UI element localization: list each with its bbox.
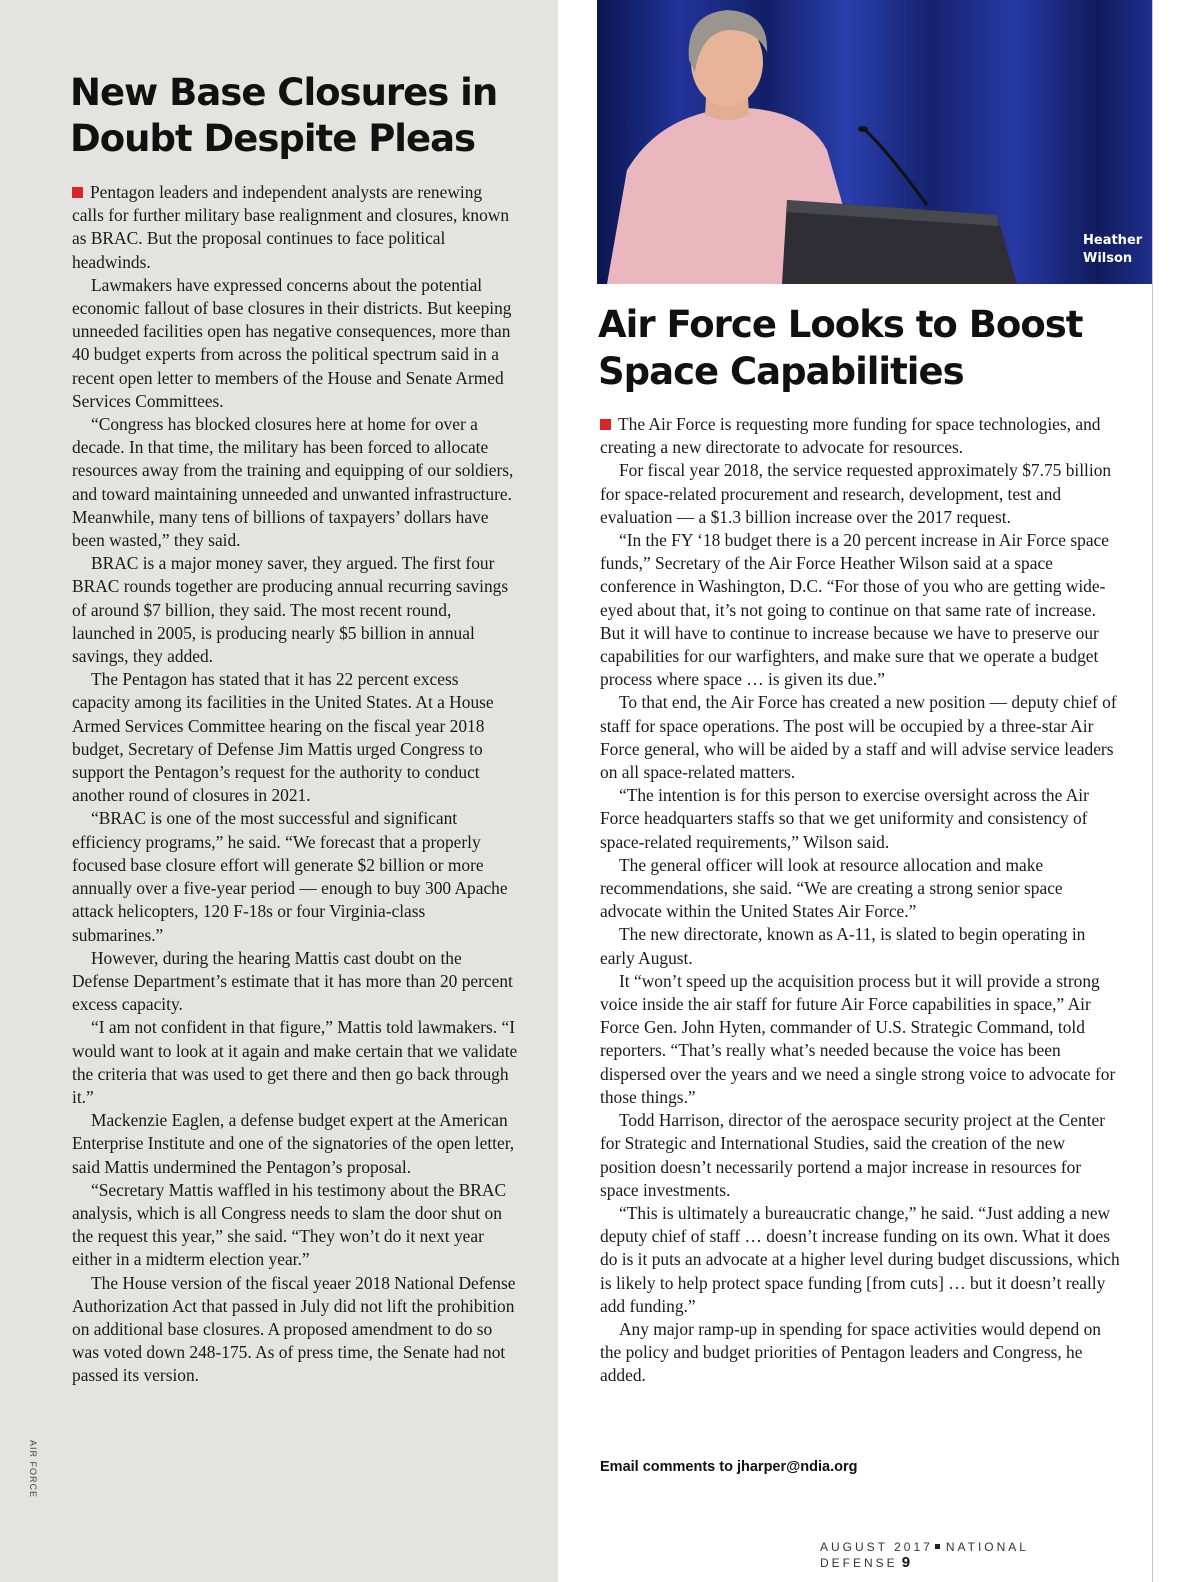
paragraph: To that end, the Air Force has created a new position — deputy chief of staff for space operations. The post will be occupied by a three-star Air Force general, who will be aided by a staff and will advise service leaders on all space-related matters. xyxy=(600,692,1117,783)
red-square-icon xyxy=(72,187,83,198)
section-label: AIR FORCE xyxy=(28,1440,38,1499)
paragraph: The new directorate, known as A-11, is slated to begin operating in early August. xyxy=(600,924,1086,968)
photo-caption: Heather Wilson xyxy=(1083,233,1143,266)
paragraph: “Congress has blocked closures here at home for over a decade. In that time, the military has been forced to allocate resources away from the training and equipping of our soldiers, and toward maintaining unneeded and unwanted infrastructure. Meanwhile, many tens of billions of taxpayers’ dollars have been wasted,” they said. xyxy=(72,414,514,551)
page-number: 9 xyxy=(901,1554,911,1571)
paragraph: The House version of the fiscal yeaer 2018 National Defense Authorization Act that passed in July did not lift the prohibition on additional base closures. A proposed amendment to do so was voted down 248-175. As of press time, the Senate had not passed its version. xyxy=(72,1272,516,1386)
paragraph: However, during the hearing Mattis cast doubt on the Defense Department’s estimate that it has more than 20 percent excess capacity. xyxy=(72,947,513,1015)
paragraph: The Air Force is requesting more funding for space technologies, and creating a new directorate to advocate for resources. xyxy=(600,414,1101,458)
paragraph: Todd Harrison, director of the aerospace security project at the Center for Strategic and International Studies, said the creation of the new position doesn’t necessarily portend a major increase in resources for space investments. xyxy=(600,1110,1106,1200)
left-article-headline: New Base Closures in Doubt Despite Pleas xyxy=(70,71,498,160)
bullet-icon xyxy=(935,1544,940,1549)
paragraph: “BRAC is one of the most successful and significant efficiency programs,” he said. “We forecast that a properly focused base closure effort will generate $2 billion or more annually over a five-year period — enough to buy 300 Apache attack helicopters, 120 F-18s or four Virginia-class submarines.” xyxy=(72,808,508,945)
paragraph: Lawmakers have expressed concerns about the potential economic fallout of base closures in their districts. But keeping unneeded facilities open has negative consequences, more than 40 budget experts from across the political spectrum said in a recent open letter to members of the House and Senate Armed Services Committees. xyxy=(72,274,512,411)
speaker-illustration xyxy=(597,0,1153,284)
paragraph: “This is ultimately a bureaucratic change,” he said. “Just adding a new deputy chief of staff … doesn’t increase funding on its own. What it does do is it puts an advocate at a higher level during budget discussions, which is likely to help protect space funding [from cuts] … but it doesn’t really add funding.” xyxy=(600,1202,1120,1316)
paragraph: The general officer will look at resource allocation and make recommendations, she said. “We are creating a strong senior space advocate within the United States Air Force.” xyxy=(600,854,1063,922)
speaker-photo xyxy=(597,0,1153,284)
left-article-body xyxy=(72,181,518,1388)
paragraph: The Pentagon has stated that it has 22 percent excess capacity among its facilities in the United States. At a House Armed Services Committee hearing on the fiscal year 2018 budget, Secretary of Defense Jim Mattis urged Congress to support the Pentagon’s request for the authority to conduct another round of closures in 2021. xyxy=(72,669,494,806)
right-article-headline: Air Force Looks to Boost Space Capabilities xyxy=(598,303,1083,393)
page-footer xyxy=(820,1540,1120,1571)
right-article-body xyxy=(600,413,1120,1388)
paragraph: Any major ramp-up in spending for space activities would depend on the policy and budget priorities of Pentagon leaders and Congress, he added. xyxy=(600,1318,1101,1386)
red-square-icon xyxy=(600,419,611,430)
paragraph: Pentagon leaders and independent analysts are renewing calls for further military base realignment and closures, known as BRAC. But the proposal continues to face political headwinds. xyxy=(72,182,510,272)
paragraph: It “won’t speed up the acquisition process but it will provide a strong voice inside the air staff for future Air Force capabilities in space,” Air Force Gen. John Hyten, commander of U.S. Strategic Command, told reporters. “That’s really what’s needed because the voice has been dispersed over the years and we need a single strong voice to advocate for those things.” xyxy=(600,970,1116,1107)
email-comments: Email comments to jharper@ndia.org xyxy=(600,1459,858,1475)
paragraph: “I am not confident in that figure,” Mattis told lawmakers. “I would want to look at it again and make certain that we validate the criteria that was used to get there and then go back through it.” xyxy=(72,1017,518,1107)
column-rule xyxy=(1152,0,1153,1582)
paragraph: “In the FY ‘18 budget there is a 20 percent increase in Air Force space funds,” Secretary of the Air Force Heather Wilson said at a space conference in Washington, D.C. “For those of you who are getting wide-eyed about that, it’s not going to continue on that same rate of increase. But it will have to continue to increase because we have to preserve our capabilities for our warfighters, and make sure that we operate a budget process where space … is given its due.” xyxy=(600,530,1109,690)
paragraph: Mackenzie Eaglen, a defense budget expert at the American Enterprise Institute and one of the signatories of the open letter, said Mattis undermined the Pentagon’s proposal. xyxy=(72,1110,515,1177)
footer-publication: NATIONAL DEFENSE xyxy=(820,1540,1029,1570)
paragraph: “The intention is for this person to exercise oversight across the Air Force headquarters staffs so that we get uniformity and consistency of space-related requirements,” Wilson said. xyxy=(600,785,1089,852)
footer-date: AUGUST 2017 xyxy=(820,1540,933,1554)
paragraph: “Secretary Mattis waffled in his testimony about the BRAC analysis, which is all Congress needs to slam the door shut on the request this year,” she said. “They won’t do it next year either in a midterm election year.” xyxy=(72,1179,507,1270)
paragraph: BRAC is a major money saver, they argued. The first four BRAC rounds together are producing annual recurring savings of around $7 billion, they said. The most recent round, launched in 2005, is producing nearly $5 billion in annual savings, they added. xyxy=(72,553,509,667)
paragraph: For fiscal year 2018, the service requested approximately $7.75 billion for space-related procurement and research, development, test and evaluation — a $1.3 billion increase over the 2017 request. xyxy=(600,460,1112,527)
